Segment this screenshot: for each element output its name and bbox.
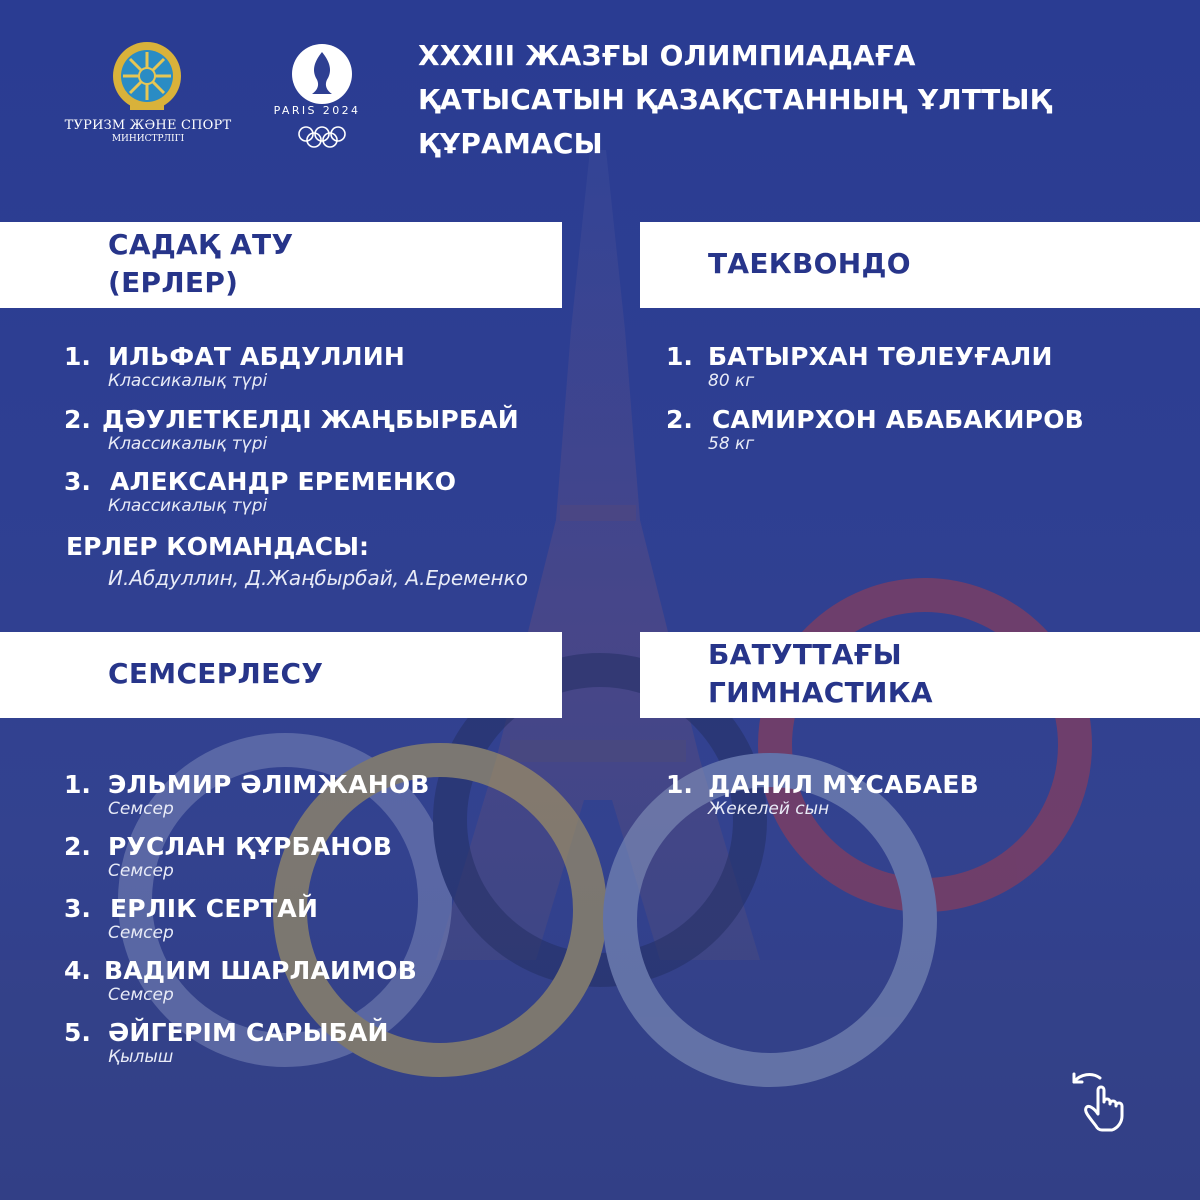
athlete-name: САМИРХОН АБАБАКИРОВ	[712, 405, 1084, 434]
athlete-discipline: Семсер	[108, 861, 174, 881]
athlete-discipline: Жекелей сын	[708, 799, 830, 819]
athlete-name: ЕРЛІК СЕРТАЙ	[110, 894, 319, 923]
kazakhstan-emblem-icon	[110, 38, 184, 114]
athlete-discipline: Қылыш	[108, 1047, 174, 1067]
archery-title-line-2: (ЕРЛЕР)	[108, 266, 239, 299]
athlete-weight: 80 кг	[708, 371, 755, 391]
swipe-hand-icon[interactable]	[1066, 1064, 1138, 1136]
athlete-name: РУСЛАН ҚҰРБАНОВ	[108, 832, 393, 861]
athlete-discipline: Классикалық түрі	[108, 496, 268, 516]
athlete-name: БАТЫРХАН ТӨЛЕУҒАЛИ	[708, 342, 1053, 371]
athlete-discipline: Семсер	[108, 799, 174, 819]
paris-2024-label: PARIS 2024	[273, 104, 361, 117]
athlete-name: ӘЙГЕРІМ САРЫБАЙ	[108, 1018, 389, 1047]
team-title: ЕРЛЕР КОМАНДАСЫ:	[66, 532, 369, 561]
athlete-name: ДӘУЛЕТКЕЛДІ ЖАҢБЫРБАЙ	[102, 405, 519, 434]
page-title	[418, 34, 1138, 166]
item-number: 2.	[64, 405, 91, 434]
ministry-subtitle: МИНИСТРЛІГІ	[111, 134, 185, 144]
item-number: 2.	[666, 405, 693, 434]
athlete-name: ВАДИМ ШАРЛАИМОВ	[104, 956, 417, 985]
athlete-name: ЭЛЬМИР ӘЛІМЖАНОВ	[108, 770, 430, 799]
trampoline-title-line-2: ГИМНАСТИКА	[708, 676, 933, 709]
item-number: 3.	[64, 467, 91, 496]
athlete-discipline: Семсер	[108, 985, 174, 1005]
athlete-name: ИЛЬФАТ АБДУЛЛИН	[108, 342, 405, 371]
fencing-title: СЕМСЕРЛЕСУ	[108, 657, 324, 690]
item-number: 1.	[666, 342, 693, 371]
paris-2024-logo-icon	[282, 36, 362, 156]
page-title-line-2: ҚАТЫСАТЫН ҚАЗАҚСТАННЫҢ ҰЛТТЫҚ	[418, 83, 1052, 116]
athlete-discipline: Классикалық түрі	[108, 371, 268, 391]
taekwondo-title: ТАЕКВОНДО	[708, 247, 911, 280]
item-number: 2.	[64, 832, 91, 861]
athlete-name: ДАНИЛ МҰСАБАЕВ	[708, 770, 979, 799]
trampoline-title-line-1: БАТУТТАҒЫ	[708, 638, 902, 671]
athlete-weight: 58 кг	[708, 434, 755, 454]
item-number: 1.	[666, 770, 693, 799]
item-number: 1.	[64, 342, 91, 371]
athlete-name: АЛЕКСАНДР ЕРЕМЕНКО	[110, 467, 457, 496]
archery-title	[108, 226, 293, 302]
item-number: 5.	[64, 1018, 91, 1047]
page-title-line-3: ҚҰРАМАСЫ	[418, 127, 603, 160]
trampoline-title	[708, 636, 933, 712]
item-number: 1.	[64, 770, 91, 799]
page-title-line-1: XXXIII ЖАЗҒЫ ОЛИМПИАДАҒА	[418, 39, 916, 72]
ministry-name: ТУРИЗМ ЖӘНЕ СПОРТ	[64, 118, 232, 133]
athlete-discipline: Классикалық түрі	[108, 434, 268, 454]
athlete-discipline: Семсер	[108, 923, 174, 943]
team-members: И.Абдуллин, Д.Жаңбырбай, А.Еременко	[108, 566, 528, 590]
item-number: 4.	[64, 956, 91, 985]
item-number: 3.	[64, 894, 91, 923]
archery-title-line-1: САДАҚ АТУ	[108, 228, 294, 261]
